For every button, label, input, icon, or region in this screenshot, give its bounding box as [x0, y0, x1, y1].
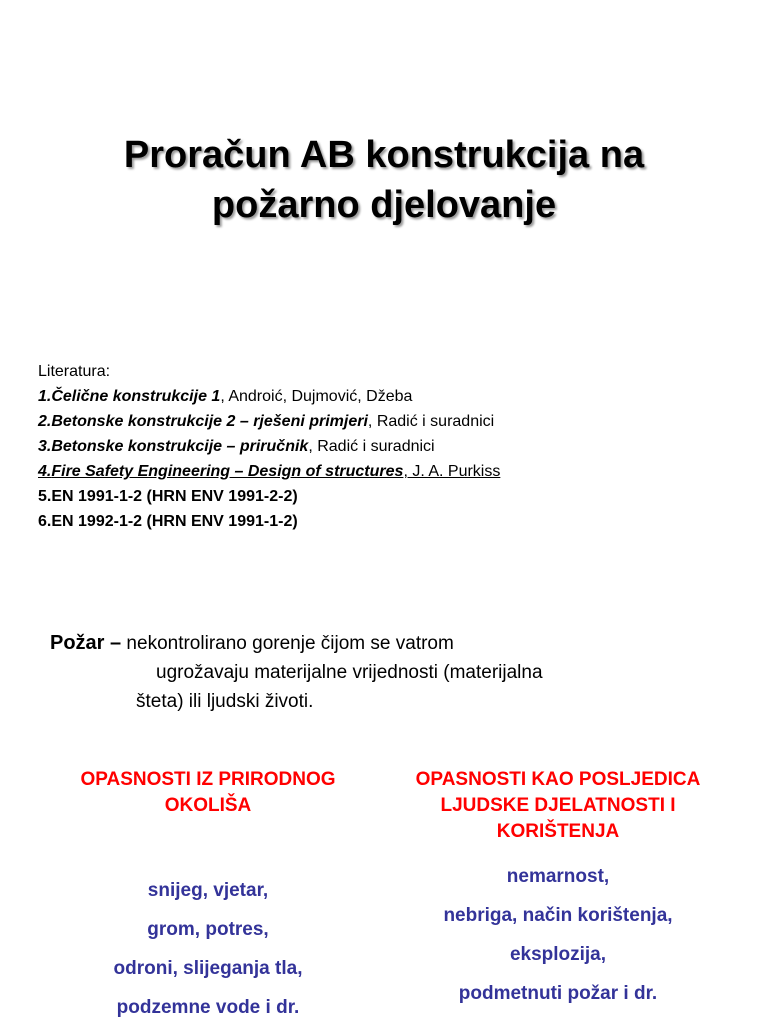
literature-item-title: Betonske konstrukcije – priručnik: [51, 438, 309, 455]
human-hazards-heading-line-2: LJUDSKE DJELATNOSTI I: [440, 795, 676, 816]
list-item: nebriga, način korištenja,: [443, 905, 673, 926]
human-hazards-column: [388, 767, 728, 1013]
literature-item-4: [38, 459, 500, 484]
slide-title-line-2: požarno djelovanje: [211, 184, 557, 226]
fire-definition-line-3: šteta) ili ljudski životi.: [136, 691, 314, 712]
literature-item-authors: , Radić i suradnici: [367, 413, 495, 430]
literature-item-number: 2.: [38, 413, 52, 430]
fire-definition-term: Požar –: [50, 632, 122, 654]
literature-list: [38, 359, 500, 534]
list-item: eksplozija,: [509, 944, 607, 965]
slide-title: [0, 130, 768, 230]
literature-item-1: [38, 384, 500, 409]
literature-item-title: Betonske konstrukcije 2 – rješeni primjeri: [51, 413, 368, 430]
literature-item-number: 3.: [38, 438, 52, 455]
list-item: grom, potres,: [147, 919, 269, 940]
literature-item-authors: , J. A. Purkiss: [403, 463, 501, 480]
literature-item-title: Fire Safety Engineering – Design of structures: [51, 463, 404, 480]
literature-item-title: Čelične konstrukcije 1: [51, 388, 221, 405]
literature-item-3: [38, 434, 500, 459]
natural-hazards-heading: [50, 767, 366, 819]
natural-hazards-list: [50, 871, 366, 1027]
list-item: odroni, slijeganja tla,: [113, 958, 303, 979]
list-item: nemarnost,: [506, 866, 610, 887]
human-hazards-heading: [388, 767, 728, 845]
literature-item-authors: , Radić i suradnici: [308, 438, 435, 455]
natural-hazards-heading-line-2: OKOLIŠA: [164, 795, 252, 816]
fire-definition: [50, 629, 543, 716]
human-hazards-list: [388, 857, 728, 1013]
list-item: snijeg, vjetar,: [147, 880, 269, 901]
natural-hazards-column: [50, 767, 366, 1027]
literature-heading: Literatura:: [38, 363, 111, 380]
list-item: podzemne vode i dr.: [116, 997, 300, 1018]
natural-hazards-heading-line-1: OPASNOSTI IZ PRIRODNOG: [80, 769, 336, 790]
literature-item-2: [38, 409, 500, 434]
slide-title-line-1: Proračun AB konstrukcija na: [123, 134, 645, 176]
literature-item-number: 1.: [38, 388, 52, 405]
literature-item-number: 4.: [38, 463, 52, 480]
literature-item-5: 5.EN 1991-1-2 (HRN ENV 1991-2-2): [38, 488, 298, 505]
human-hazards-heading-line-1: OPASNOSTI KAO POSLJEDICA: [415, 769, 701, 790]
human-hazards-heading-line-3: KORIŠTENJA: [496, 821, 620, 842]
literature-item-6: 6.EN 1992-1-2 (HRN ENV 1991-1-2): [38, 513, 298, 530]
literature-item-authors: , Androić, Dujmović, Džeba: [220, 388, 413, 405]
fire-definition-line-2: ugrožavaju materijalne vrijednosti (materijalna: [156, 662, 543, 683]
list-item: podmetnuti požar i dr.: [458, 983, 658, 1004]
fire-definition-line-1: nekontrolirano gorenje čijom se vatrom: [121, 633, 454, 654]
